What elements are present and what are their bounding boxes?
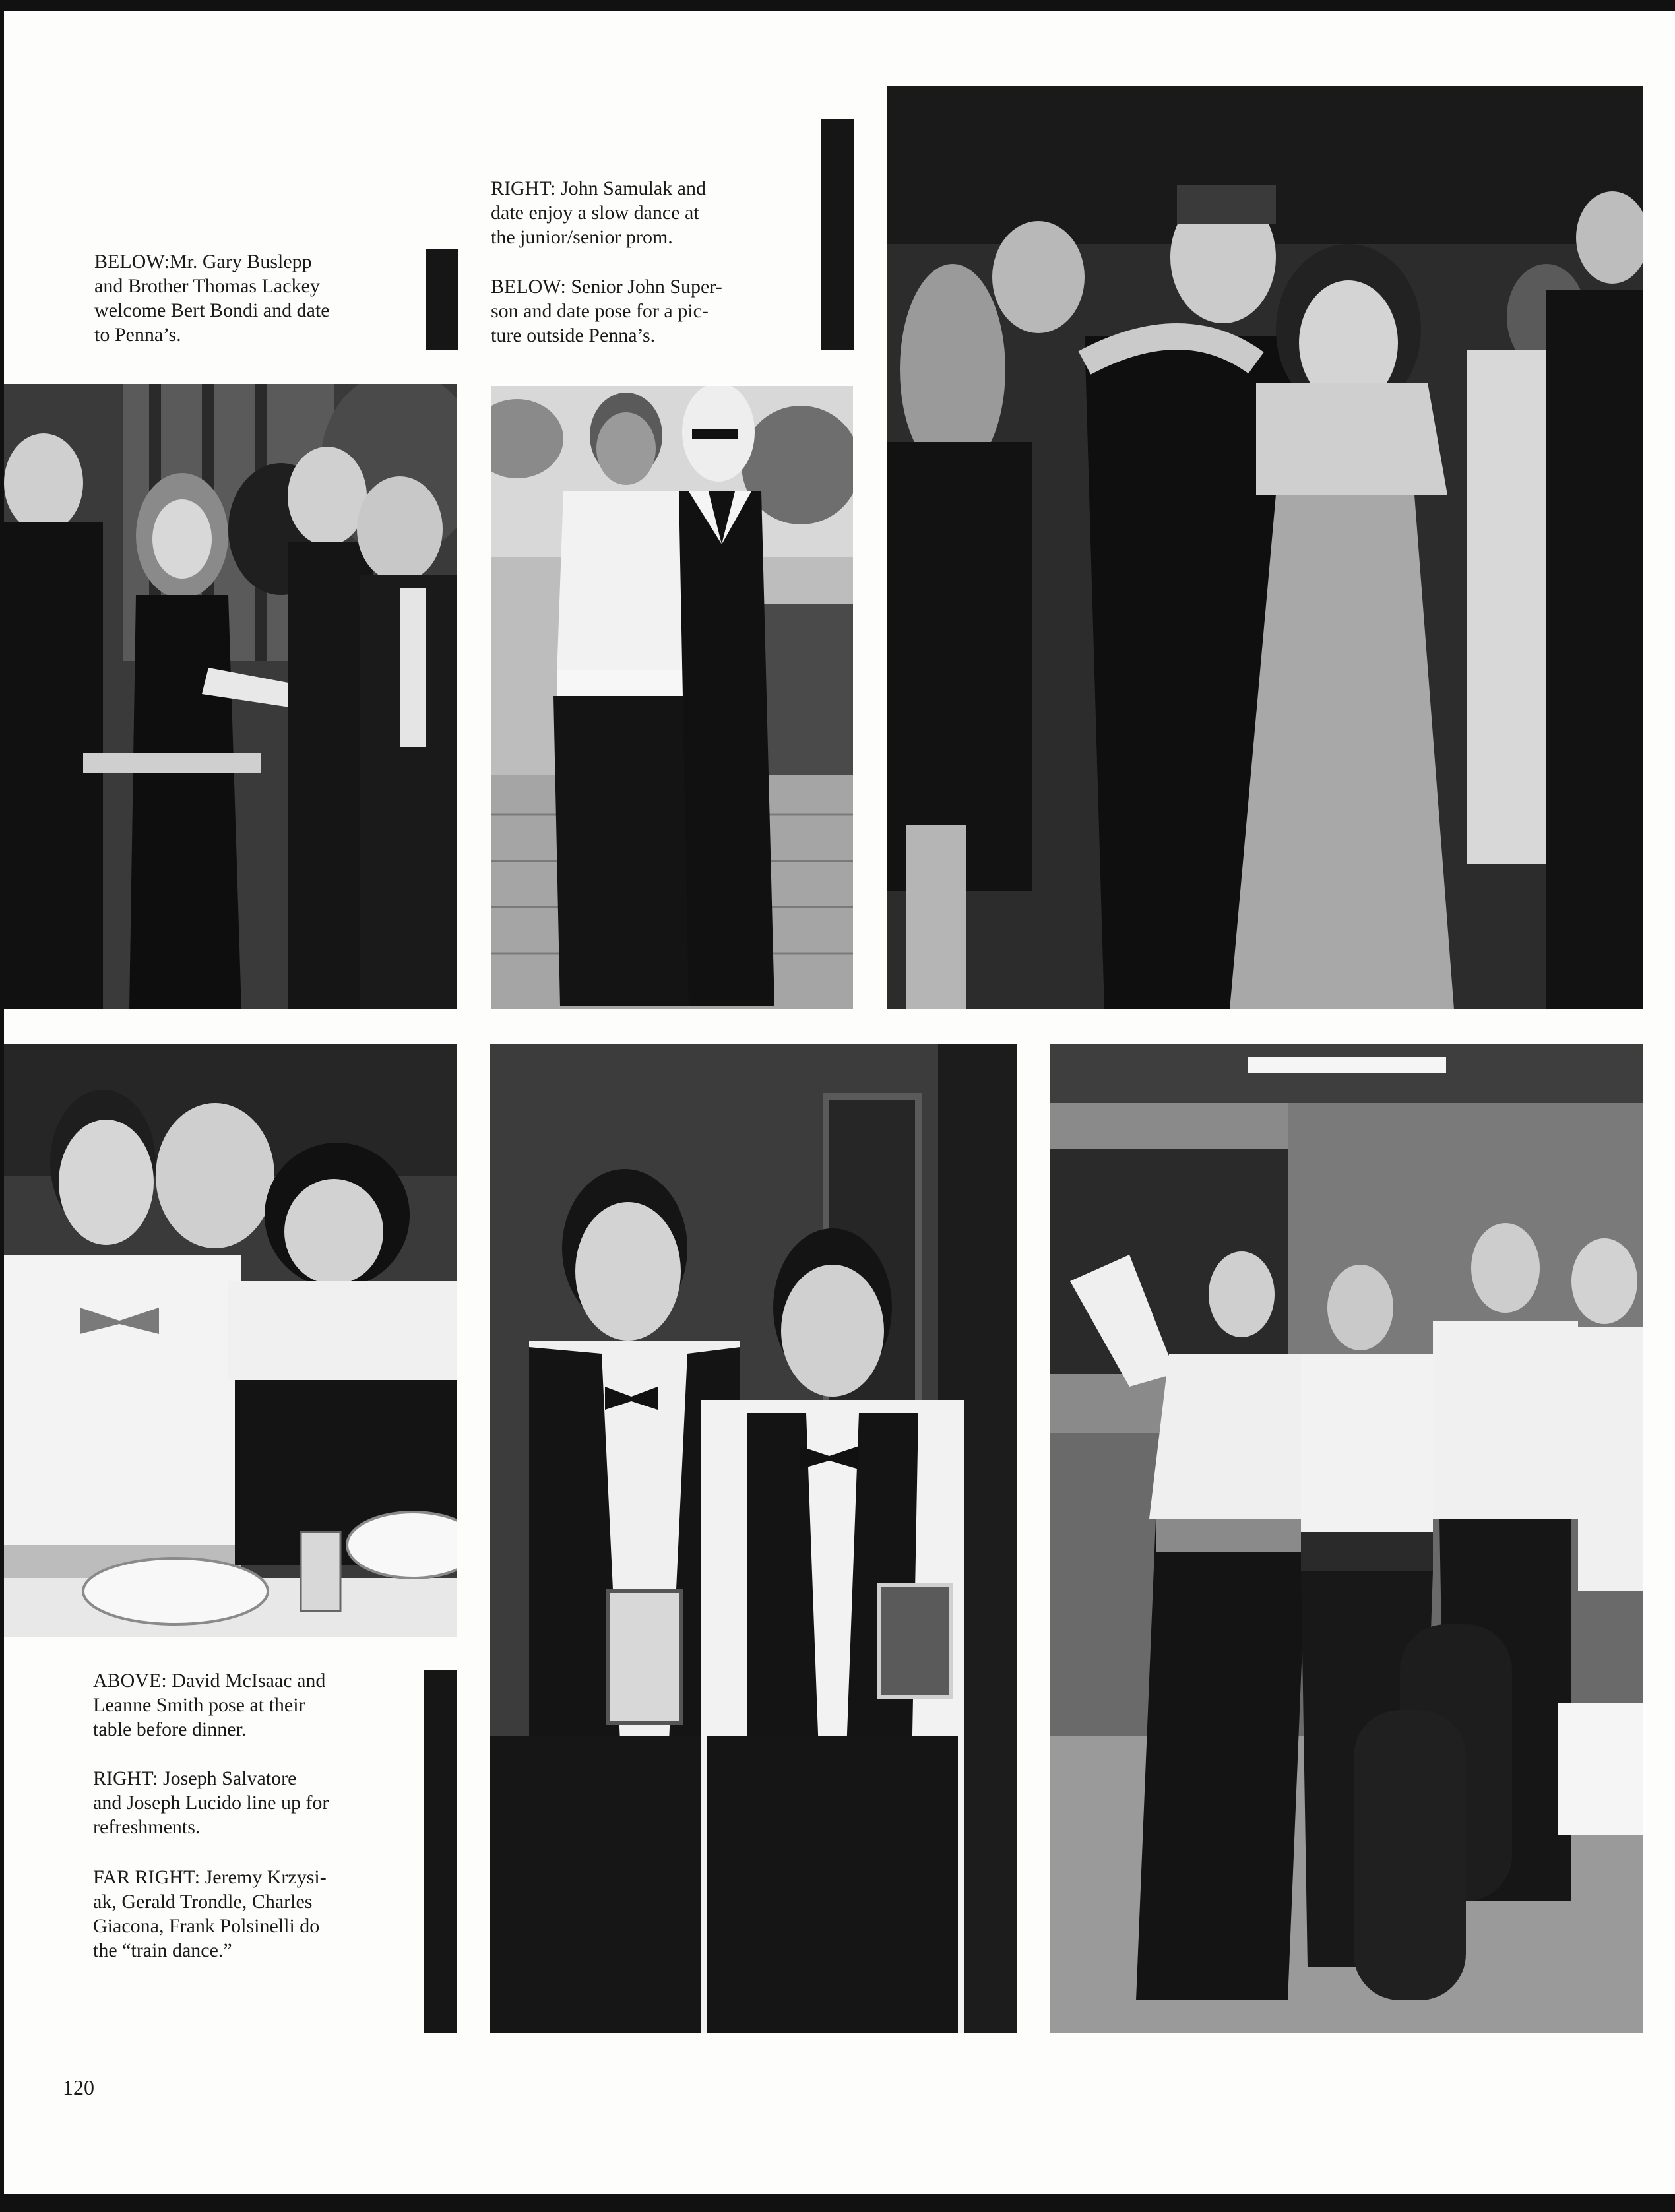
photo-dinner-table — [4, 1044, 457, 1637]
photo-senior-pose — [491, 386, 853, 1009]
caption-right-refreshments: RIGHT: Joseph Salvatore and Joseph Lucido line up for refreshments. — [93, 1767, 329, 1838]
caption-bar — [424, 1670, 457, 2033]
photo-welcome-penna — [4, 384, 457, 1009]
photo-train-dance — [1050, 1044, 1643, 2033]
page-number: 120 — [63, 2075, 94, 2099]
caption-right-slow-dance: RIGHT: John Samulak and date enjoy a slow dance at the junior/senior prom. — [491, 177, 706, 248]
caption-bar — [426, 249, 458, 350]
page-border-bottom — [0, 2194, 1675, 2212]
caption-bar — [821, 119, 854, 350]
photo-slow-dance — [887, 86, 1643, 1009]
caption-far-right-train: FAR RIGHT: Jeremy Krzysi- ak, Gerald Trondle, Charles Giacona, Frank Polsinelli do the “train dance.” — [93, 1866, 327, 1961]
page-border-top — [0, 0, 1675, 11]
caption-below-senior: BELOW: Senior John Super- son and date pose for a pic- ture outside Penna’s. — [491, 276, 722, 346]
caption-below-welcome: BELOW:Mr. Gary Buslepp and Brother Thomas Lackey welcome Bert Bondi and date to Penna’s. — [94, 251, 330, 346]
photo-refreshments — [490, 1044, 1017, 2033]
caption-above-dinner: ABOVE: David McIsaac and Leanne Smith pose at their table before dinner. — [93, 1670, 326, 1740]
